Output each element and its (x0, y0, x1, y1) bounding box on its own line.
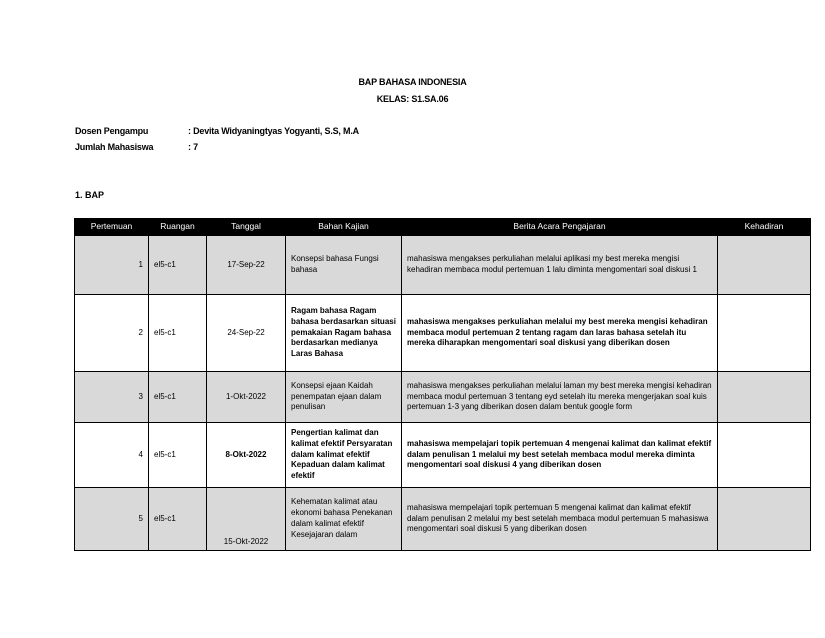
cell-pertemuan: 3 (75, 372, 149, 423)
dosen-label: Dosen Pengampu (75, 126, 149, 136)
header-bahan-kajian: Bahan Kajian (286, 219, 402, 236)
table-header-row (75, 219, 811, 236)
cell-berita-acara: mahasiswa mempelajari topik pertemuan 4 mengenai kalimat dan kalimat efektif dalam penulisan 1 melalui my best setelah membaca modul mereka diminta mengomentari soal diskusi 4 yang diberikan dosen (402, 423, 718, 488)
cell-pertemuan: 1 (75, 236, 149, 295)
cell-pertemuan: 4 (75, 423, 149, 488)
cell-kehadiran (718, 423, 811, 488)
document-title: BAP BAHASA INDONESIA (358, 77, 467, 87)
cell-berita-acara: mahasiswa mengakses perkuliahan melalui laman my best mereka mengisi kehadiran membaca modul pertemuan 3 tentang eyd setelah itu mereka mengerjakan soal kuis pertemuan 1-3 yang diberikan dosen dalam bentuk google form (402, 372, 718, 423)
header-ruangan: Ruangan (149, 219, 207, 236)
header-berita-acara: Berita Acara Pengajaran (402, 219, 718, 236)
cell-tanggal: 17-Sep-22 (207, 236, 286, 295)
table-row (75, 423, 811, 488)
cell-kehadiran (718, 295, 811, 372)
cell-bahan-kajian: Konsepsi bahasa Fungsi bahasa (286, 236, 402, 295)
cell-tanggal: 15-Okt-2022 (207, 488, 286, 551)
cell-berita-acara: mahasiswa mengakses perkuliahan melalui my best mereka mengisi kehadiran membaca modul pertemuan 2 tentang ragam dan laras bahasa setelah itu mereka diharapkan mengomentari soal diskusi yang diberikan dosen (402, 295, 718, 372)
section-title: 1. BAP (75, 190, 105, 200)
cell-ruangan: el5-c1 (149, 488, 207, 551)
cell-tanggal: 24-Sep-22 (207, 295, 286, 372)
cell-tanggal: 8-Okt-2022 (207, 423, 286, 488)
bap-table (74, 218, 811, 551)
table-row (75, 372, 811, 423)
dosen-value: : Devita Widyaningtyas Yogyanti, S.S, M.A (188, 126, 359, 136)
header-tanggal: Tanggal (207, 219, 286, 236)
table-row (75, 295, 811, 372)
cell-kehadiran (718, 236, 811, 295)
cell-bahan-kajian: Konsepsi ejaan Kaidah penempatan ejaan dalam penulisan (286, 372, 402, 423)
cell-kehadiran (718, 372, 811, 423)
header-kehadiran: Kehadiran (718, 219, 811, 236)
document-subtitle: KELAS: S1.SA.06 (376, 94, 449, 104)
jumlah-label: Jumlah Mahasiswa (75, 142, 154, 152)
table-row (75, 236, 811, 295)
cell-bahan-kajian: Ragam bahasa Ragam bahasa berdasarkan situasi pemakaian Ragam bahasa berdasarkan medianya Laras Bahasa (286, 295, 402, 372)
cell-pertemuan: 5 (75, 488, 149, 551)
table-row (75, 488, 811, 551)
cell-pertemuan: 2 (75, 295, 149, 372)
cell-berita-acara: mahasiswa mempelajari topik pertemuan 5 mengenai kalimat dan kalimat efektif dalam penulisan 2 melalui my best setelah membaca modul pertemuan 5 mahasiswa mengomentari soal diskusi 5 yang diberikan dosen (402, 488, 718, 551)
cell-ruangan: el5-c1 (149, 295, 207, 372)
cell-ruangan: el5-c1 (149, 423, 207, 488)
cell-kehadiran (718, 488, 811, 551)
cell-bahan-kajian: Kehematan kalimat atau ekonomi bahasa Penekanan dalam kalimat efektif Kesejajaran dalam (286, 488, 402, 551)
cell-ruangan: el5-c1 (149, 372, 207, 423)
cell-ruangan: el5-c1 (149, 236, 207, 295)
cell-berita-acara: mahasiswa mengakses perkuliahan melalui aplikasi my best mereka mengisi kehadiran membaca modul pertemuan 1 lalu diminta mengomentari soal diskusi 1 (402, 236, 718, 295)
header-pertemuan: Pertemuan (75, 219, 149, 236)
cell-bahan-kajian: Pengertian kalimat dan kalimat efektif Persyaratan dalam kalimat efektif Kepaduan dalam kalimat efektif (286, 423, 402, 488)
cell-tanggal: 1-Okt-2022 (207, 372, 286, 423)
jumlah-value: : 7 (188, 142, 198, 152)
